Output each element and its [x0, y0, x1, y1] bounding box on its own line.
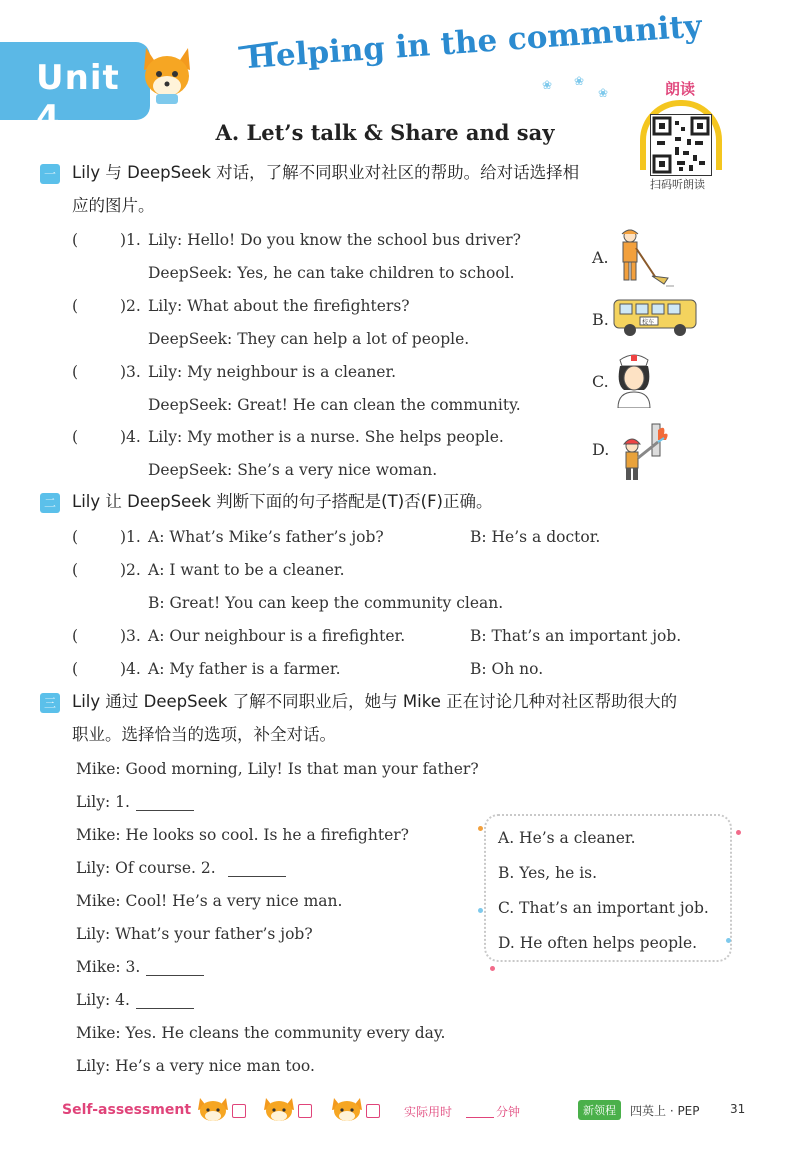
option-a: A. He’s a cleaner. — [498, 829, 636, 847]
dialogue-answer: DeepSeek: Great! He can clean the community. — [148, 396, 521, 414]
fox-rating-icon — [330, 1096, 364, 1122]
question-number: )3. — [120, 363, 141, 381]
rating-checkbox[interactable] — [366, 1104, 380, 1118]
option-d: D. He often helps people. — [498, 934, 698, 952]
sentence-a: A: Our neighbour is a firefighter. — [148, 627, 406, 645]
dialogue-question: Lily: Hello! Do you know the school bus driver? — [148, 231, 521, 249]
decor-dot — [478, 826, 483, 831]
picture-label: B. — [592, 310, 609, 329]
decor-dot — [726, 938, 731, 943]
fox-rating-icon — [262, 1096, 296, 1122]
answer-blank-1[interactable] — [136, 810, 194, 811]
paw-print-icon: ❀ — [598, 86, 609, 100]
answer-blank-4[interactable] — [136, 1008, 194, 1009]
picture-label: D. — [592, 440, 610, 459]
picture-label: A. — [592, 248, 609, 267]
part2-instruction: Lily 让 DeepSeek 判断下面的句子搭配是(T)否(F)正确。 — [72, 492, 493, 511]
dialogue-line: Mike: Yes. He cleans the community every day. — [76, 1024, 446, 1042]
part2-badge: 二 — [40, 493, 60, 513]
fox-mascot-icon — [138, 44, 196, 104]
time-input[interactable] — [466, 1117, 494, 1118]
dialogue-line: Mike: Good morning, Lily! Is that man your father? — [76, 760, 479, 778]
brand-badge: 新领程 — [578, 1100, 621, 1120]
instruction-line: Lily 与 DeepSeek 对话，了解不同职业对社区的帮助。给对话选择相 — [72, 163, 580, 182]
sentence-b: B: Great! You can keep the community clean. — [148, 594, 504, 612]
street-cleaner-icon — [612, 226, 676, 288]
answer-blank-3[interactable] — [146, 975, 204, 976]
question-number: )3. — [120, 627, 141, 645]
lesson-title: Helping in the community — [245, 8, 703, 76]
answer-blank[interactable]: ( — [72, 363, 79, 381]
picture-label: C. — [592, 372, 609, 391]
answer-blank[interactable]: ( — [72, 428, 79, 446]
dialogue-line: Lily: 1. — [76, 793, 130, 811]
sentence-a: A: My father is a farmer. — [148, 660, 341, 678]
part3-instruction — [72, 685, 677, 751]
sentence-b: B: He’s a doctor. — [470, 528, 601, 546]
part3-badge: 三 — [40, 693, 60, 713]
dialogue-question: Lily: My mother is a nurse. She helps people. — [148, 428, 504, 446]
school-bus-icon — [610, 294, 700, 338]
decor-dot — [490, 966, 495, 971]
unit-tab — [0, 42, 150, 138]
sentence-a: A: I want to be a cleaner. — [148, 561, 345, 579]
fox-rating-icon — [196, 1096, 230, 1122]
qr-caption: 扫码听朗读 — [650, 178, 705, 191]
answer-blank-2[interactable] — [228, 876, 286, 877]
nurse-icon — [612, 350, 656, 408]
sentence-b: B: That’s an important job. — [470, 627, 682, 645]
dialogue-answer: DeepSeek: They can help a lot of people. — [148, 330, 470, 348]
decor-dot — [478, 908, 483, 913]
minutes-label: 分钟 — [496, 1105, 521, 1119]
option-c: C. That’s an important job. — [498, 899, 709, 917]
instruction-line: 职业。选择恰当的选项，补全对话。 — [72, 725, 336, 744]
option-b: B. Yes, he is. — [498, 864, 598, 882]
unit-label: Unit 4 — [36, 58, 120, 138]
rating-checkbox[interactable] — [298, 1104, 312, 1118]
answer-blank[interactable]: ( — [72, 297, 79, 315]
dialogue-line: Lily: What’s your father’s job? — [76, 925, 313, 943]
self-assessment-label: Self-assessment — [62, 1102, 192, 1118]
dialogue-answer: DeepSeek: Yes, he can take children to school. — [148, 264, 515, 282]
bus-sign: 校车 — [642, 319, 655, 326]
book-label: 四英上 · PEP — [630, 1104, 700, 1118]
part1-badge: 一 — [40, 164, 60, 184]
instruction-line: 应的图片。 — [72, 196, 155, 215]
question-number: )1. — [120, 528, 141, 546]
dialogue-line: Lily: 4. — [76, 991, 130, 1009]
dialogue-line: Lily: He’s a very nice man too. — [76, 1057, 315, 1075]
dialogue-line: Lily: Of course. 2. — [76, 859, 216, 877]
question-number: )2. — [120, 297, 141, 315]
instruction-line: Lily 通过 DeepSeek 了解不同职业后，她与 Mike 正在讨论几种对社区帮助很大的 — [72, 692, 678, 711]
dialogue-line: Mike: 3. — [76, 958, 141, 976]
listen-label: 朗读 — [665, 80, 696, 98]
dialogue-line: Mike: Cool! He’s a very nice man. — [76, 892, 343, 910]
dialogue-answer: DeepSeek: She’s a very nice woman. — [148, 461, 438, 479]
dialogue-question: Lily: My neighbour is a cleaner. — [148, 363, 397, 381]
answer-blank[interactable]: ( — [72, 660, 79, 678]
answer-blank[interactable]: ( — [72, 528, 79, 546]
sentence-a: A: What’s Mike’s father’s job? — [148, 528, 384, 546]
paw-print-icon: ❀ — [542, 78, 553, 92]
dialogue-question: Lily: What about the firefighters? — [148, 297, 410, 315]
answer-blank[interactable]: ( — [72, 561, 79, 579]
firefighter-icon — [612, 420, 678, 482]
question-number: )4. — [120, 660, 141, 678]
dialogue-line: Mike: He looks so cool. Is he a firefighter? — [76, 826, 409, 844]
question-number: )4. — [120, 428, 141, 446]
section-title: A. Let’s talk & Share and say — [215, 120, 555, 145]
question-number: )1. — [120, 231, 141, 249]
time-label: 实际用时 — [404, 1105, 453, 1119]
decor-dot — [736, 830, 741, 835]
paw-print-icon: ❀ — [574, 74, 585, 88]
page-number: 31 — [730, 1102, 746, 1116]
answer-blank[interactable]: ( — [72, 231, 79, 249]
question-number: )2. — [120, 561, 141, 579]
sentence-b: B: Oh no. — [470, 660, 544, 678]
rating-checkbox[interactable] — [232, 1104, 246, 1118]
answer-blank[interactable]: ( — [72, 627, 79, 645]
part1-instruction — [72, 156, 579, 222]
